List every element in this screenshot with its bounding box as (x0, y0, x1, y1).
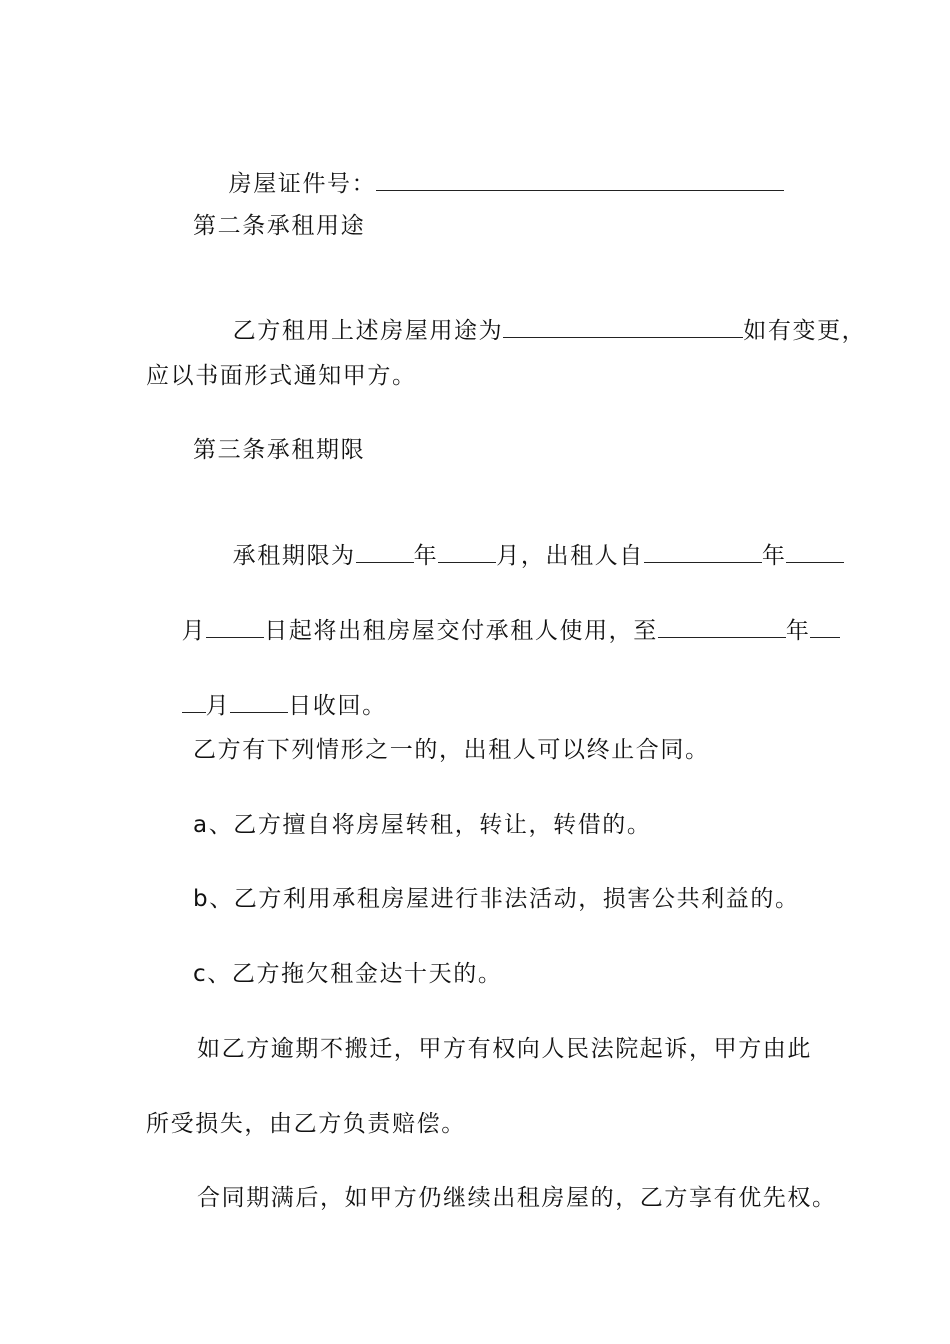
lessor-from-text: 月，出租人自 (496, 543, 644, 569)
term-label: 承租期限为 (232, 543, 356, 569)
cert-number-label: 房屋证件号： (228, 171, 377, 197)
end-year-blank[interactable] (658, 617, 786, 638)
termination-item-a: a、乙方擅自将房屋转租，转让，转借的。 (193, 812, 652, 838)
reclaim-text: 日收回。 (288, 693, 387, 719)
termination-item-b: b、乙方利用承租房屋进行非法活动，损害公共利益的。 (193, 886, 800, 912)
end-month-blank-part2[interactable] (182, 692, 206, 713)
article-3-title: 第三条承租期限 (193, 437, 366, 463)
term-year-unit: 年 (413, 543, 439, 569)
end-month-unit: 月 (205, 693, 231, 719)
term-years-blank[interactable] (356, 542, 414, 563)
overdue-paragraph-line-2: 所受损失，由乙方负责赔偿。 (146, 1111, 466, 1137)
usage-blank[interactable] (503, 317, 743, 338)
termination-item-c: c、乙方拖欠租金达十天的。 (193, 961, 503, 987)
end-month-blank-part1[interactable] (810, 617, 840, 638)
termination-intro: 乙方有下列情形之一的，出租人可以终止合同。 (193, 737, 710, 763)
article-2-paragraph-line-2: 应以书面形式通知甲方。 (146, 363, 417, 389)
end-day-blank[interactable] (230, 692, 288, 713)
renewal-paragraph: 合同期满后，如甲方仍继续出租房屋的，乙方享有优先权。 (197, 1185, 837, 1211)
start-year-unit: 年 (761, 543, 787, 569)
article-2-text-a: 乙方租用上述房屋用途为 (232, 318, 504, 344)
start-year-blank[interactable] (644, 542, 762, 563)
start-month-unit: 月 (181, 618, 207, 644)
start-day-blank[interactable] (206, 617, 264, 638)
overdue-paragraph-line-1: 如乙方逾期不搬迁，甲方有权向人民法院起诉，甲方由此 (197, 1036, 812, 1062)
start-month-blank[interactable] (786, 542, 844, 563)
term-months-blank[interactable] (438, 542, 496, 563)
cert-number-blank[interactable] (376, 170, 784, 191)
end-year-unit: 年 (785, 618, 811, 644)
article-2-title: 第二条承租用途 (193, 213, 366, 239)
handover-text: 日起将出租房屋交付承租人使用，至 (264, 618, 658, 644)
article-2-text-b: 如有变更， (743, 318, 867, 344)
